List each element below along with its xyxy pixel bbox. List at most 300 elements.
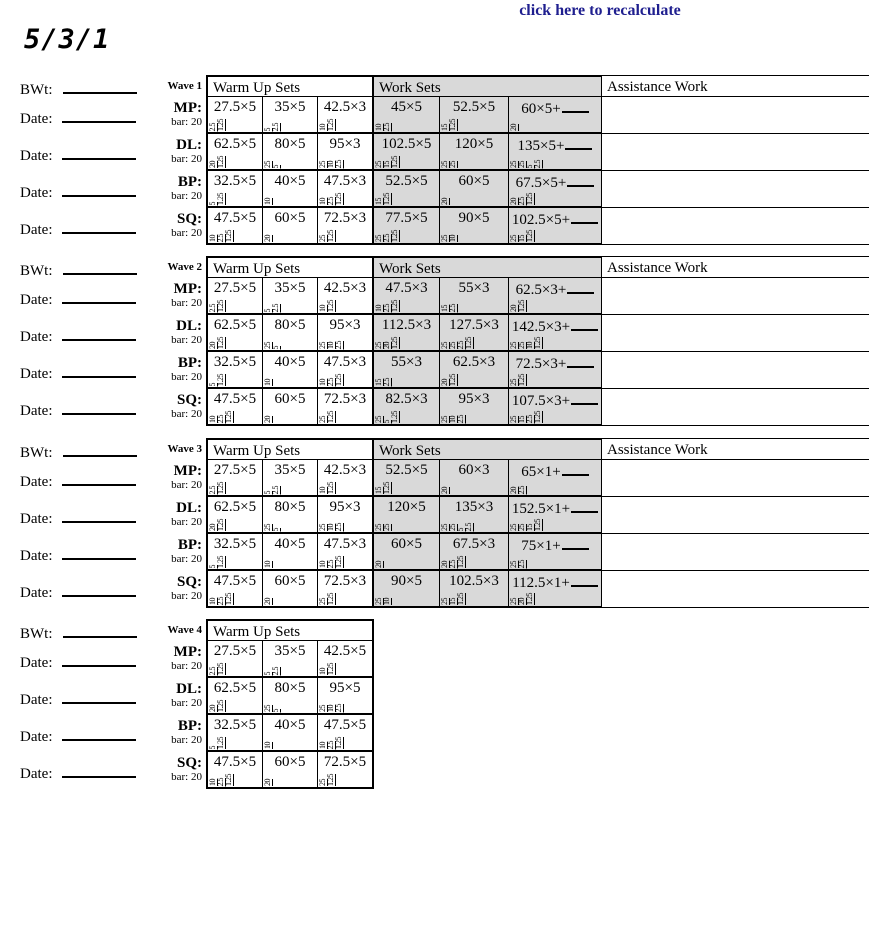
plate-weight: 25 <box>440 161 449 168</box>
bwt-label: BWt: <box>20 82 53 98</box>
amrap-reps-blank[interactable] <box>571 210 598 224</box>
plate-weight: 2.5 <box>216 777 225 786</box>
warmup-set-cell <box>318 571 374 608</box>
plate-weight: 1.25 <box>224 411 233 423</box>
warmup-sets-header: Warm Up Sets <box>206 619 374 641</box>
plate-weight: 10 <box>382 598 391 605</box>
warmup-set-cell <box>206 497 263 534</box>
set-weight-reps: 62.5×5 <box>213 317 257 333</box>
plate-weight: 1.25 <box>525 193 534 205</box>
plate-loading <box>510 300 526 312</box>
plate-weight: 10 <box>448 416 457 423</box>
plate-weight: 1.25 <box>390 156 399 168</box>
plate-weight: 10 <box>318 305 327 312</box>
amrap-reps-blank[interactable] <box>571 573 598 587</box>
work-set-cell <box>440 460 509 497</box>
plate-weight: 2.5 <box>208 666 217 675</box>
plate-weight: 2.5 <box>517 485 526 494</box>
plate-weight: 10 <box>263 561 272 568</box>
date-label: Date: <box>20 222 53 238</box>
plate-weight: 2.5 <box>334 159 343 168</box>
plate-loading <box>319 193 343 205</box>
lift-name: MP: <box>173 100 202 116</box>
lift-name: SQ: <box>176 574 202 590</box>
plate-weight: 15 <box>525 524 534 531</box>
plate-weight: 1.25 <box>533 337 542 349</box>
plate-weight: 1.25 <box>456 593 465 605</box>
plate-weight: 2.5 <box>334 340 343 349</box>
plate-weight: 5 <box>208 564 217 568</box>
amrap-reps-blank[interactable] <box>571 317 598 331</box>
amrap-reps-blank[interactable] <box>562 99 589 113</box>
warmup-set-cell <box>263 715 318 752</box>
assistance-work-cell[interactable] <box>602 278 869 315</box>
plate-weight: 2.5 <box>208 485 217 494</box>
plate-weight: 10 <box>318 198 327 205</box>
plate-loading <box>319 482 335 494</box>
warmup-set-cell <box>206 571 263 608</box>
work-set-cell <box>440 278 509 315</box>
plate-weight: 1.25 <box>525 230 534 242</box>
plate-weight: 1.25 <box>390 300 399 312</box>
plate-weight: 20 <box>374 561 383 568</box>
amrap-reps-blank[interactable] <box>567 280 594 294</box>
bar-weight-label: bar: 20 <box>171 190 202 202</box>
work-set-cell <box>440 389 509 426</box>
amrap-reps-blank[interactable] <box>567 173 594 187</box>
amrap-reps-blank[interactable] <box>567 354 594 368</box>
warmup-set-cell <box>263 752 318 789</box>
wave-table <box>206 438 869 608</box>
set-weight-reps: 32.5×5 <box>213 536 257 552</box>
plate-loading <box>510 160 542 169</box>
set-weight-reps: 95×3 <box>329 136 361 152</box>
set-weight-reps: 62.5×5 <box>213 499 257 515</box>
warmup-set-cell <box>318 208 374 245</box>
set-weight-reps: 32.5×5 <box>213 354 257 370</box>
plate-loading <box>264 235 272 242</box>
amrap-reps-blank[interactable] <box>562 462 589 476</box>
work-set-cell <box>374 134 440 171</box>
date-label: Date: <box>20 548 53 564</box>
plate-loading <box>510 593 534 605</box>
plate-loading <box>264 561 272 568</box>
lift-label-block <box>118 718 202 747</box>
plate-loading <box>209 337 225 349</box>
plate-weight: 1.25 <box>448 374 457 386</box>
plate-weight: 5 <box>208 382 217 386</box>
set-weight-reps: 60×5 <box>391 536 422 552</box>
plate-loading <box>375 230 399 242</box>
plate-weight: 25 <box>318 705 327 712</box>
amrap-reps-blank[interactable] <box>562 536 589 550</box>
plate-weight: 25 <box>509 379 518 386</box>
work-set-cell <box>374 278 440 315</box>
warmup-set-cell <box>206 534 263 571</box>
assistance-work-cell[interactable] <box>602 171 869 208</box>
plate-weight: 25 <box>318 598 327 605</box>
date-label: Date: <box>20 692 53 708</box>
plate-weight: 20 <box>208 524 217 531</box>
plate-loading <box>209 593 233 605</box>
plate-loading <box>209 193 225 205</box>
plate-loading <box>441 415 465 424</box>
bar-weight-label: bar: 20 <box>171 734 202 746</box>
set-weight-reps: 135×3 <box>454 499 494 515</box>
wave-label: Wave 3 <box>167 443 202 455</box>
work-set-cell <box>509 389 602 426</box>
wave-table <box>206 619 374 789</box>
recalculate-link[interactable]: click here to recalculate <box>519 2 681 19</box>
plate-weight: 1.25 <box>326 482 335 494</box>
plate-weight: 25 <box>382 524 391 531</box>
work-set-cell <box>440 497 509 534</box>
lift-label-block <box>118 537 202 566</box>
plate-loading <box>264 486 280 495</box>
wave-block-4 <box>0 619 869 791</box>
plate-weight: 2.5 <box>208 303 217 312</box>
plate-loading <box>209 482 225 494</box>
plate-weight: 1.25 <box>382 482 391 494</box>
set-weight-reps: 72.5×3 <box>323 573 367 589</box>
plate-weight: 20 <box>440 379 449 386</box>
plate-weight: 5 <box>208 745 217 749</box>
warmup-set-cell <box>318 715 374 752</box>
warmup-set-cell <box>263 352 318 389</box>
set-weight-reps: 32.5×5 <box>213 173 257 189</box>
plate-weight: 2.5 <box>382 303 391 312</box>
work-set-cell <box>440 171 509 208</box>
warmup-set-cell <box>206 134 263 171</box>
warmup-set-cell <box>318 389 374 426</box>
lift-label-block <box>118 100 202 129</box>
plate-weight: 1.25 <box>216 374 225 386</box>
plate-weight: 2.5 <box>517 196 526 205</box>
plate-loading <box>375 156 399 168</box>
plate-weight: 20 <box>509 487 518 494</box>
set-weight-reps: 52.5×5 <box>385 173 428 189</box>
set-weight-reps: 95×3 <box>458 391 490 407</box>
plate-weight: 2.5 <box>326 377 335 386</box>
work-set-cell <box>440 208 509 245</box>
set-weight-reps: 80×5 <box>274 136 306 152</box>
plate-weight: 2.5 <box>216 233 225 242</box>
set-weight-reps: 55×3 <box>391 354 422 370</box>
plate-weight: 2.5 <box>271 122 280 131</box>
plate-loading <box>264 304 280 313</box>
plate-loading <box>264 198 272 205</box>
plate-loading <box>209 737 225 749</box>
lift-name: BP: <box>177 355 202 371</box>
plate-weight: 10 <box>263 379 272 386</box>
plate-weight: 10 <box>208 779 217 786</box>
lift-label-block <box>118 644 202 673</box>
plate-weight: 1.25 <box>216 193 225 205</box>
set-weight-reps: 27.5×5 <box>213 99 257 115</box>
set-weight-reps: 42.5×3 <box>323 462 367 478</box>
plate-weight: 20 <box>208 161 217 168</box>
set-weight-reps: 40×5 <box>274 173 306 189</box>
work-set-cell <box>509 460 602 497</box>
warmup-set-cell <box>206 752 263 789</box>
assistance-work-header: Assistance Work <box>602 256 869 278</box>
bar-weight-label: bar: 20 <box>171 660 202 672</box>
set-weight-reps: 60×5+ <box>521 101 561 117</box>
date-label: Date: <box>20 292 53 308</box>
amrap-reps-blank[interactable] <box>571 391 598 405</box>
plate-weight: 2.5 <box>326 740 335 749</box>
set-weight-reps: 62.5×3+ <box>515 282 567 298</box>
plate-weight: 25 <box>440 416 449 423</box>
set-weight-reps: 35×5 <box>274 643 306 659</box>
date-label: Date: <box>20 766 53 782</box>
assistance-work-cell[interactable] <box>602 97 869 134</box>
plate-weight: 1.25 <box>216 519 225 531</box>
plate-weight: 20 <box>509 198 518 205</box>
assistance-work-cell[interactable] <box>602 460 869 497</box>
plate-loading <box>264 342 280 349</box>
set-weight-reps: 60×5 <box>274 754 306 770</box>
set-weight-reps: 80×5 <box>274 317 306 333</box>
lift-label-block <box>118 681 202 710</box>
plate-loading <box>441 556 465 568</box>
plate-loading <box>319 704 343 713</box>
warmup-set-cell <box>318 497 374 534</box>
wave-label: Wave 4 <box>167 624 202 636</box>
set-weight-reps: 35×5 <box>274 99 306 115</box>
plate-weight: 1.25 <box>525 593 534 605</box>
lift-label-block <box>118 211 202 240</box>
amrap-reps-blank[interactable] <box>571 499 598 513</box>
wave-block-2 <box>0 256 869 428</box>
plate-weight: 1.25 <box>224 593 233 605</box>
plate-weight: 1.25 <box>533 519 542 531</box>
assistance-work-cell[interactable] <box>602 208 869 245</box>
plate-loading <box>510 411 542 423</box>
set-weight-reps: 52.5×5 <box>385 462 428 478</box>
plate-weight: 10 <box>326 705 335 712</box>
plate-weight: 2.5 <box>382 377 391 386</box>
bar-weight-label: bar: 20 <box>171 771 202 783</box>
work-set-cell <box>509 171 602 208</box>
plate-weight: 10 <box>318 668 327 675</box>
work-set-cell <box>509 208 602 245</box>
set-weight-reps: 60×5 <box>274 573 306 589</box>
warmup-set-cell <box>263 678 318 715</box>
work-set-cell <box>374 208 440 245</box>
lift-label-block <box>118 755 202 784</box>
plate-loading <box>319 341 343 350</box>
warmup-set-cell <box>206 208 263 245</box>
assistance-work-cell[interactable] <box>602 389 869 426</box>
assistance-work-cell[interactable] <box>602 534 869 571</box>
plate-weight: 15 <box>517 416 526 423</box>
lift-name: BP: <box>177 718 202 734</box>
work-sets-header: Work Sets <box>374 256 602 278</box>
plate-weight: 1.25 <box>326 774 335 786</box>
work-set-cell <box>440 534 509 571</box>
warmup-set-cell <box>318 171 374 208</box>
plate-weight: 20 <box>263 779 272 786</box>
lift-label-block <box>118 500 202 529</box>
wave-table <box>206 75 869 245</box>
warmup-set-cell <box>318 352 374 389</box>
work-set-cell <box>374 460 440 497</box>
plate-weight: 2.5 <box>326 559 335 568</box>
work-set-cell <box>509 97 602 134</box>
warmup-set-cell <box>263 571 318 608</box>
set-weight-reps: 72.5×3+ <box>515 356 567 372</box>
plate-weight: 25 <box>509 161 518 168</box>
plate-weight: 25 <box>509 416 518 423</box>
set-weight-reps: 47.5×3 <box>323 536 367 552</box>
lift-name: DL: <box>176 318 202 334</box>
set-weight-reps: 62.5×3 <box>452 354 496 370</box>
plate-weight: 1.25 <box>334 374 343 386</box>
set-weight-reps: 95×3 <box>329 317 361 333</box>
plate-loading <box>375 482 391 494</box>
plate-weight: 25 <box>318 342 327 349</box>
plate-weight: 5 <box>456 527 465 531</box>
warmup-set-cell <box>318 315 374 352</box>
plate-weight: 10 <box>326 524 335 531</box>
lift-label-block <box>118 137 202 166</box>
plate-weight: 1.25 <box>382 193 391 205</box>
assistance-work-cell[interactable] <box>602 352 869 389</box>
plate-weight: 2.5 <box>271 485 280 494</box>
plate-weight: 25 <box>440 235 449 242</box>
plate-weight: 20 <box>440 198 449 205</box>
assistance-work-cell[interactable] <box>602 134 869 171</box>
plate-loading <box>209 774 233 786</box>
plate-loading <box>264 416 272 423</box>
plate-loading <box>209 700 225 712</box>
date-label: Date: <box>20 511 53 527</box>
plate-loading <box>209 300 225 312</box>
plate-weight: 5 <box>271 164 280 168</box>
bar-weight-label: bar: 20 <box>171 153 202 165</box>
bar-weight-label: bar: 20 <box>171 371 202 383</box>
plate-weight: 10 <box>318 379 327 386</box>
plate-weight: 1.25 <box>390 230 399 242</box>
plate-loading <box>375 193 391 205</box>
bar-weight-label: bar: 20 <box>171 553 202 565</box>
work-set-cell <box>374 497 440 534</box>
warmup-set-cell <box>318 678 374 715</box>
work-set-cell <box>374 171 440 208</box>
lift-name: SQ: <box>176 211 202 227</box>
plate-weight: 25 <box>374 161 383 168</box>
work-set-cell <box>440 97 509 134</box>
plate-weight: 20 <box>382 342 391 349</box>
set-weight-reps: 107.5×3+ <box>511 393 571 409</box>
set-weight-reps: 102.5×5+ <box>511 212 571 228</box>
plate-weight: 5 <box>525 164 534 168</box>
set-weight-reps: 47.5×5 <box>213 754 257 770</box>
date-label: Date: <box>20 148 53 164</box>
set-weight-reps: 60×5 <box>458 173 490 189</box>
plate-loading <box>510 337 542 349</box>
work-set-cell <box>440 134 509 171</box>
set-weight-reps: 47.5×5 <box>213 391 257 407</box>
set-weight-reps: 42.5×3 <box>323 280 367 296</box>
plate-loading <box>264 379 272 386</box>
set-weight-reps: 62.5×5 <box>213 680 257 696</box>
plate-weight: 25 <box>318 416 327 423</box>
set-weight-reps: 40×5 <box>274 354 306 370</box>
lift-name: DL: <box>176 500 202 516</box>
plate-weight: 2.5 <box>216 596 225 605</box>
plate-weight: 1.25 <box>517 374 526 386</box>
plate-loading <box>375 561 383 568</box>
work-set-cell <box>509 315 602 352</box>
plate-weight: 10 <box>374 124 383 131</box>
set-weight-reps: 35×5 <box>274 462 306 478</box>
plate-weight: 25 <box>448 161 457 168</box>
warmup-set-cell <box>318 460 374 497</box>
plate-weight: 15 <box>517 235 526 242</box>
date-label: Date: <box>20 111 53 127</box>
set-weight-reps: 27.5×5 <box>213 462 257 478</box>
plate-loading <box>319 523 343 532</box>
plate-loading <box>319 593 335 605</box>
set-weight-reps: 47.5×3 <box>323 173 367 189</box>
set-weight-reps: 47.5×5 <box>323 717 367 733</box>
plate-weight: 2.5 <box>464 522 473 531</box>
set-weight-reps: 47.5×5 <box>213 210 257 226</box>
plate-weight: 10 <box>448 235 457 242</box>
assistance-work-cell[interactable] <box>602 497 869 534</box>
warmup-set-cell <box>263 97 318 134</box>
plate-loading <box>319 119 335 131</box>
assistance-work-cell[interactable] <box>602 315 869 352</box>
plate-weight: 25 <box>318 524 327 531</box>
plate-weight: 1.25 <box>216 156 225 168</box>
warmup-set-cell <box>206 460 263 497</box>
work-set-cell <box>509 134 602 171</box>
set-weight-reps: 152.5×1+ <box>511 501 571 517</box>
warmup-set-cell <box>263 171 318 208</box>
plate-loading <box>264 598 272 605</box>
warmup-set-cell <box>206 389 263 426</box>
plate-weight: 25 <box>448 524 457 531</box>
lift-name: DL: <box>176 681 202 697</box>
plate-loading <box>209 556 225 568</box>
plate-loading <box>209 519 225 531</box>
plate-weight: 25 <box>374 342 383 349</box>
assistance-work-cell[interactable] <box>602 571 869 608</box>
set-weight-reps: 62.5×5 <box>213 136 257 152</box>
work-set-cell <box>374 389 440 426</box>
set-weight-reps: 112.5×1+ <box>512 575 570 591</box>
plate-weight: 5 <box>208 201 217 205</box>
plate-weight: 1.25 <box>216 337 225 349</box>
date-label: Date: <box>20 655 53 671</box>
bar-weight-label: bar: 20 <box>171 297 202 309</box>
plate-weight: 1.25 <box>326 230 335 242</box>
plate-weight: 1.25 <box>326 411 335 423</box>
amrap-reps-blank[interactable] <box>565 136 592 150</box>
plate-weight: 25 <box>263 705 272 712</box>
set-weight-reps: 72.5×3 <box>323 391 367 407</box>
plate-loading <box>319 411 335 423</box>
plate-weight: 10 <box>318 124 327 131</box>
plate-loading <box>441 593 465 605</box>
plate-weight: 1.25 <box>334 193 343 205</box>
plate-weight: 1.25 <box>224 774 233 786</box>
work-set-cell <box>440 315 509 352</box>
plate-weight: 20 <box>509 124 518 131</box>
